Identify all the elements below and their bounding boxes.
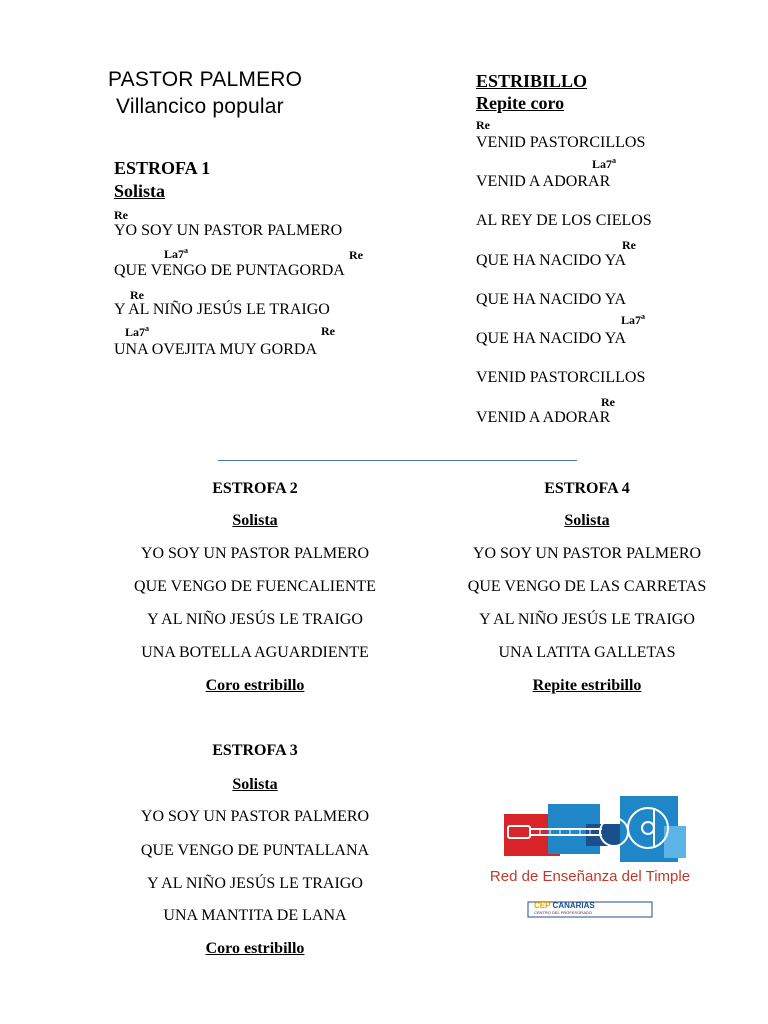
chord: La7$^a$	[621, 312, 646, 327]
estrofa-4-heading: ESTROFA 4	[544, 480, 630, 497]
chord: Re	[622, 238, 636, 252]
lyric-line: UNA BOTELLA AGUARDIENTE	[141, 644, 369, 661]
estrofa-2-role: Solista	[232, 512, 278, 529]
estrofa-3-footer: Coro estribillo	[205, 940, 305, 957]
cep-badge	[534, 901, 595, 910]
timple-network-logo	[468, 782, 712, 930]
cep-sub: CENTRO DEL PROFESORADO	[534, 910, 592, 915]
logo-caption: Red de Enseñanza del Timple	[489, 868, 691, 885]
lyric-line: QUE HA NACIDO YA	[476, 330, 627, 347]
lyric-line: VENID PASTORCILLOS	[476, 369, 646, 386]
chord: La7$^a$	[592, 156, 617, 171]
lyric-line: VENID PASTORCILLOS	[476, 134, 646, 151]
chord: Re	[349, 248, 363, 262]
cep-name: CANARIAS	[552, 901, 595, 910]
lyric-line: Y AL NIÑO JESÚS LE TRAIGO	[147, 875, 363, 892]
chord: Re	[476, 118, 490, 132]
chord: Re	[114, 208, 128, 222]
cep-prefix: CEP	[534, 901, 551, 910]
chord: Re	[130, 288, 144, 302]
estrofa-1-role: Solista	[114, 181, 166, 201]
estrofa-1-heading: ESTROFA 1	[114, 158, 211, 178]
lyric-line: QUE VENGO DE PUNTAGORDA	[114, 262, 345, 279]
lyric-line: QUE VENGO DE PUNTALLANA	[140, 842, 370, 859]
lyric-line: YO SOY UN PASTOR PALMERO	[472, 545, 702, 562]
estrofa-4-footer: Repite estribillo	[532, 677, 642, 694]
lyric-line: QUE VENGO DE LAS CARRETAS	[467, 578, 707, 595]
lyric-line: VENID A ADORAR	[476, 173, 611, 190]
lyric-line: Y AL NIÑO JESÚS LE TRAIGO	[479, 611, 695, 628]
lyric-line: UNA LATITA GALLETAS	[498, 644, 676, 661]
chord: Re	[321, 324, 335, 338]
estrofa-2-footer: Coro estribillo	[205, 677, 305, 694]
lyric-line: UNA MANTITA DE LANA	[163, 907, 347, 924]
chord: Re	[601, 395, 615, 409]
chord: La7$^a$	[125, 324, 150, 339]
lyric-line: QUE HA NACIDO YA	[476, 291, 627, 308]
estribillo-role: Repite coro	[476, 93, 565, 113]
estribillo-heading: ESTRIBILLO	[476, 71, 588, 91]
section-divider	[218, 460, 577, 461]
lyric-line: UNA OVEJITA MUY GORDA	[114, 341, 318, 358]
lyric-line: QUE VENGO DE FUENCALIENTE	[134, 578, 376, 595]
estrofa-3-heading: ESTROFA 3	[212, 742, 298, 759]
estrofa-3-role: Solista	[232, 776, 278, 793]
lyric-line: YO SOY UN PASTOR PALMERO	[114, 222, 343, 239]
chord: La7$^a$	[164, 246, 189, 261]
estrofa-4-role: Solista	[564, 512, 610, 529]
lyric-line: YO SOY UN PASTOR PALMERO	[140, 808, 370, 825]
lyric-line: AL REY DE LOS CIELOS	[476, 212, 652, 229]
estrofa-2-heading: ESTROFA 2	[212, 480, 298, 497]
song-subtitle: Villancico popular	[116, 95, 284, 118]
song-title: PASTOR PALMERO	[108, 68, 303, 91]
lyric-line: QUE HA NACIDO YA	[476, 252, 627, 269]
lyric-line: YO SOY UN PASTOR PALMERO	[140, 545, 370, 562]
lyric-line: VENID A ADORAR	[476, 409, 611, 426]
lyric-line: Y AL NIÑO JESÚS LE TRAIGO	[114, 301, 330, 318]
lyric-line: Y AL NIÑO JESÚS LE TRAIGO	[147, 611, 363, 628]
